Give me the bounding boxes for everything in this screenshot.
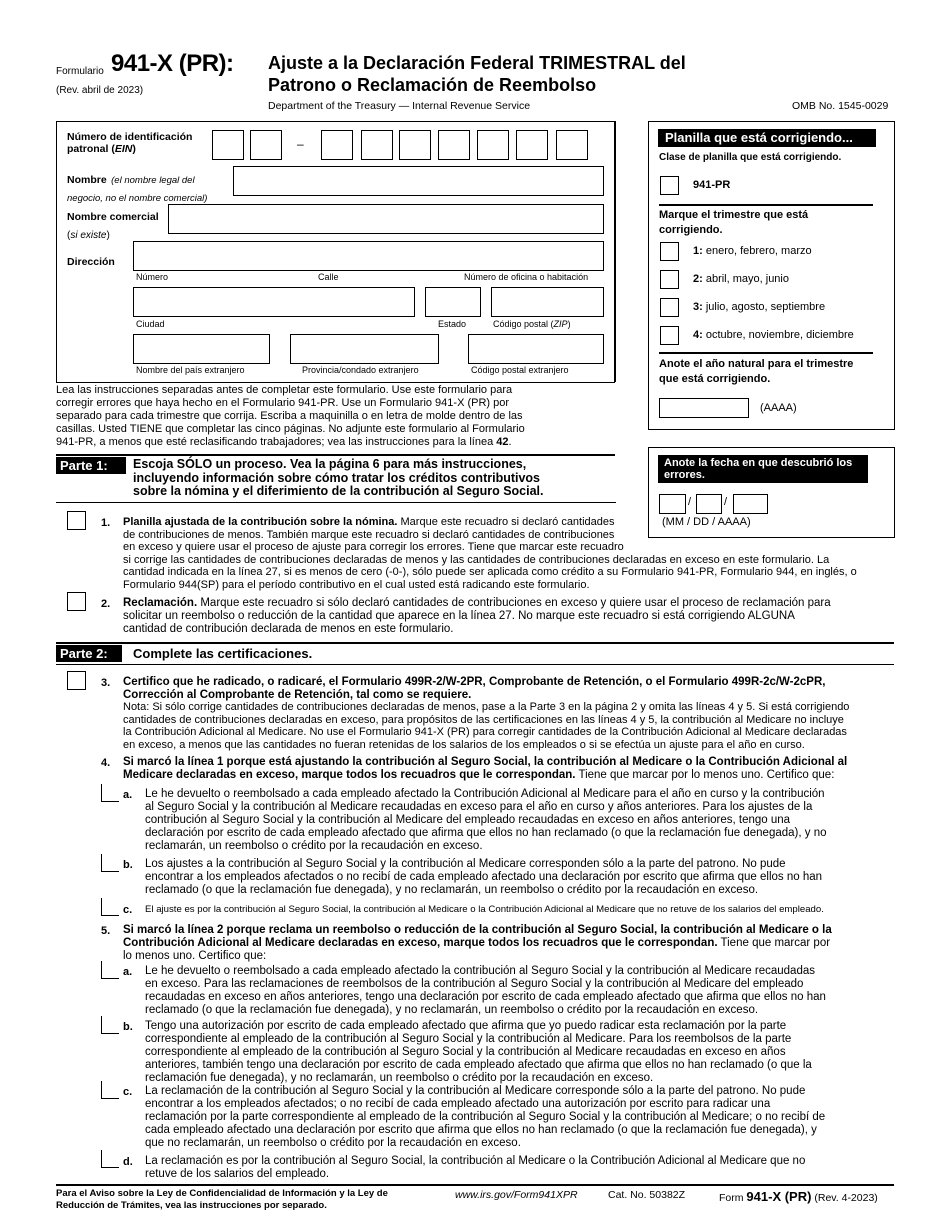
clase-label: Clase de planilla que está corrigiendo. <box>659 152 842 163</box>
omb-number: OMB No. 1545-0029 <box>792 100 889 112</box>
line5-rest: Tiene que marcar por <box>717 937 831 949</box>
date-dd-field[interactable] <box>696 494 722 514</box>
trade-name-label <box>67 207 159 243</box>
instructions-line5 <box>56 436 636 449</box>
zip-field[interactable] <box>491 287 604 317</box>
ein-dash: – <box>297 137 304 151</box>
part1-title-line1: Escoja SÓLO un proceso. Vea la página 6 para más instrucciones, <box>133 457 527 471</box>
line5a-l2: en exceso. Para las reclamaciones de reembolsos de la contribución al Seguro Social y la contribución al Medicare del empleado <box>145 978 804 990</box>
line5d-letter: d. <box>123 1156 133 1168</box>
legal-name-label <box>67 170 232 206</box>
line4a-l5: reclamarán, un reembolso o crédito por la recaudación en exceso. <box>145 840 483 852</box>
checkbox-q2[interactable] <box>660 270 679 289</box>
revision-date: (Rev. abril de 2023) <box>56 85 144 96</box>
checkbox-line5b[interactable] <box>101 1016 119 1034</box>
date-slash-2: / <box>724 496 728 508</box>
line2-l3: cantidad de contribución declarada de menos en este formulario. <box>123 623 454 635</box>
line5b-l1: Tengo una autorización por escrito de cada empleado afectado que afirma que yo puedo radicar esta reclamación por la parte <box>145 1020 787 1032</box>
line5c-text <box>145 1085 895 1150</box>
footer-form <box>719 1189 878 1204</box>
footer-form-word: Form <box>719 1192 744 1204</box>
checkbox-line2[interactable] <box>67 592 86 611</box>
q2-num: 2: <box>693 273 703 285</box>
state-field[interactable] <box>425 287 481 317</box>
line4-heading <box>123 756 903 781</box>
ein-digit-8[interactable] <box>516 130 548 160</box>
line1-number: 1. <box>101 517 111 529</box>
ein-label-text2: patronal ( <box>67 143 115 155</box>
zip-caption-text: Código postal ( <box>493 319 554 329</box>
line1-l3: en exceso y quiere usar el proceso de ajuste para corregir los errores. Tiene que marcar este recuadro <box>123 541 624 554</box>
ein-digit-6[interactable] <box>438 130 470 160</box>
form-number: 941-X (PR): <box>111 50 234 77</box>
ein-digit-2[interactable] <box>250 130 282 160</box>
line5-bold1: Si marcó la línea 2 porque reclama un reembolso o reducción de la contribución al Seguro Social, la contribución al Medicare o la <box>123 924 832 936</box>
trade-name-field[interactable] <box>168 204 604 234</box>
calle-caption: Calle <box>318 272 339 282</box>
q4-num: 4: <box>693 329 703 341</box>
checkbox-line4a[interactable] <box>101 784 119 802</box>
line5b-letter: b. <box>123 1021 133 1033</box>
part1-bottom-rule <box>56 502 616 503</box>
instructions-line1: Lea las instrucciones separadas antes de completar este formulario. Use este formulario para <box>56 384 513 396</box>
checkbox-q3[interactable] <box>660 298 679 317</box>
checkbox-line1[interactable] <box>67 511 86 530</box>
line3-bold2: Corrección al Comprobante de Retención, tal como se requiere. <box>123 688 472 701</box>
line5b-l2: correspondiente al empleado de la contribución al Seguro Social y la contribución al Medicare. Para los reembolsos de la parte <box>145 1033 792 1045</box>
side-divider-1 <box>659 204 873 206</box>
line5d-text <box>145 1155 895 1181</box>
trade-sub-it: si existe <box>70 230 107 241</box>
date-format-caption: (MM / DD / AAAA) <box>662 516 751 528</box>
line1-l2: de contribuciones de menos. También marque este recuadro si declaró cantidades de contribuciones <box>123 528 615 541</box>
line5c-l1: La reclamación de la contribución al Seguro Social y la contribución al Medicare corresponde sólo a la parte del patrono. No pude <box>145 1085 806 1097</box>
privacy-line2: Reducción de Trámites, vea las instrucciones por separado. <box>56 1200 327 1211</box>
line5-bold2: Contribución Adicional al Medicare declaradas en exceso, marque todos los recuadros que le correspondan. <box>123 937 718 949</box>
privacy-line1: Para el Aviso sobre la Ley de Confidencialidad de Información y la Ley de <box>56 1188 388 1199</box>
city-field[interactable] <box>133 287 415 317</box>
ein-digit-5[interactable] <box>399 130 431 160</box>
ein-digit-1[interactable] <box>212 130 244 160</box>
aaaa-caption: (AAAA) <box>760 402 797 414</box>
q1-num: 1: <box>693 245 703 257</box>
line2-text <box>123 597 903 636</box>
line3-l2: cantidades de contribuciones declaradas en exceso, para propósitos de las certificaciones en las líneas 4 y 5, la contribución al Medicare no incluye <box>123 713 844 726</box>
oficina-caption: Número de oficina o habitación <box>464 272 589 282</box>
checkbox-q4[interactable] <box>660 326 679 345</box>
line2-number: 2. <box>101 598 111 610</box>
line1-text <box>123 516 903 592</box>
planilla-title: Planilla que está corrigiendo... <box>658 129 876 147</box>
footer-rule <box>56 1184 894 1186</box>
part2-top-rule <box>56 642 894 644</box>
postal-ext-caption: Código postal extranjero <box>471 365 569 375</box>
checkbox-line5c[interactable] <box>101 1081 119 1099</box>
ein-label-text: Número de identificación <box>67 131 193 143</box>
line4-bold1: Si marcó la línea 1 porque está ajustando la contribución al Seguro Social, la contribución al Medicare o la Contribución Adicional al <box>123 756 848 768</box>
date-slash-1: / <box>688 496 692 508</box>
provincia-caption: Provincia/condado extranjero <box>302 365 419 375</box>
year-field[interactable] <box>659 398 749 418</box>
line5c-l3: reclamación por la parte correspondiente al empleado de la contribución al Seguro Social y la contribución al Medicare; o no recibí de <box>145 1111 826 1123</box>
line4-number: 4. <box>101 757 111 769</box>
fecha-title: Anote la fecha en que descubrió los errores. <box>658 455 868 483</box>
part1-title <box>133 458 544 499</box>
instructions-block <box>56 384 636 449</box>
line5c-l2: encontrar a los empleados afectados; o no recibí de cada empleado afectado una autorización por escrito para radicar una <box>145 1098 771 1110</box>
checkbox-line5a[interactable] <box>101 961 119 979</box>
line4a-l3: contribución al Seguro Social y la contribución al Medicare del empleado recaudadas en exceso en años anteriores, tengo una <box>145 814 791 826</box>
zip-caption-it: ZIP <box>553 319 568 329</box>
checkbox-line4c[interactable] <box>101 898 119 916</box>
zip-caption <box>493 319 571 329</box>
line5c-l5: que no reclamarán, un reembolso o crédito por la recaudación en exceso. <box>145 1137 521 1149</box>
q3-num: 3: <box>693 301 703 313</box>
line5c-letter: c. <box>123 1086 133 1098</box>
form-title-line1: Ajuste a la Declaración Federal TRIMESTRAL del <box>268 53 686 73</box>
line5a-l3: recaudadas en exceso en años anteriores, tengo una declaración por escrito de cada empleado afectado que afirma que ellos no han <box>145 991 826 1003</box>
trade-sub-close: ) <box>106 230 110 241</box>
ein-label <box>67 131 192 155</box>
legal-name-sub: (el nombre legal del negocio, no el nombre comercial) <box>67 175 208 204</box>
ein-digit-9[interactable] <box>556 130 588 160</box>
catalog-number: Cat. No. 50382Z <box>608 1189 686 1201</box>
line1-bold: Planilla ajustada de la contribución sobre la nómina. <box>123 516 398 528</box>
line4-rest: Tiene que marcar por lo menos uno. Certifico que: <box>575 768 835 781</box>
line5b-l5: reclamación fue denegada), y no reclamarán, un reembolso o crédito por la recaudación en exceso. <box>145 1072 654 1084</box>
line4c-text: El ajuste es por la contribución al Seguro Social, la contribución al Medicare o la Contribución Adicional al Medicare que no retuve de los salarios del empleado. <box>145 904 824 915</box>
trade-name-label-text: Nombre comercial <box>67 211 159 223</box>
line4a-letter: a. <box>123 789 133 801</box>
part2-tag: Parte 2: <box>56 645 122 662</box>
estado-caption: Estado <box>438 319 467 329</box>
ein-close: ) <box>132 143 136 155</box>
instructions-line4: casillas. Usted TIENE que completar las cinco páginas. No adjunte este formulario al Formulario <box>56 423 525 435</box>
instructions-line3: separado para cada trimestre que corrija. Escriba a maquinilla o en letra de molde dentro de las <box>56 410 523 422</box>
line3-l3: la Contribución Adicional al Medicare. No use el Formulario 941-X (PR) para corregir cantidades de la Contribución Adicional al Medicare declaradas <box>123 726 847 739</box>
ciudad-caption: Ciudad <box>136 319 165 329</box>
q1-text: enero, febrero, marzo <box>702 245 812 257</box>
line5b-l3: correspondiente al empleado de la contribución al Seguro Social y la contribución al Medicare recaudadas en exceso en años <box>145 1046 786 1058</box>
privacy-notice <box>56 1188 388 1212</box>
line1-l4: si corrige las cantidades de contribuciones declaradas de menos y las cantidades de contribuciones declaradas en exceso en este formulario. La <box>123 553 830 566</box>
line4c-letter: c. <box>123 904 133 916</box>
footer-form-number: 941-X (PR) <box>746 1189 812 1204</box>
line5d-l2: retuve de los salarios del empleado. <box>145 1168 330 1180</box>
line5a-text <box>145 965 895 1017</box>
line5b-text <box>145 1020 895 1085</box>
q4-text: octubre, noviembre, diciembre <box>702 329 854 341</box>
line5b-l4: anteriores, también tengo una declaración por escrito de cada empleado afectado que afirma que ellos no han reclamado (o que la <box>145 1059 812 1071</box>
line5d-l1: La reclamación es por la contribución al Seguro Social, la contribución al Medicare o la Contribución Adicional al Medicare que no <box>145 1155 806 1167</box>
trade-sub-open: ( <box>67 230 71 241</box>
pais-caption: Nombre del país extranjero <box>136 365 245 375</box>
marque-trimestre-label: Marque el trimestre que está corrigiendo. <box>659 209 809 236</box>
form-word: Formulario <box>56 66 104 77</box>
q4-label <box>693 329 854 341</box>
checkbox-line5d[interactable] <box>101 1150 119 1168</box>
foreign-postal-field[interactable] <box>468 334 604 364</box>
line4-bold2: Medicare declaradas en exceso, marque todos los recuadros que le correspondan. <box>123 768 576 781</box>
line1-l1: Marque este recuadro si declaró cantidades <box>397 516 615 528</box>
department-line: Department of the Treasury — Internal Revenue Service <box>268 100 531 112</box>
date-mm-field[interactable] <box>659 494 686 514</box>
instructions-line5-end: . <box>508 436 512 448</box>
line4b-l2: encontrar a los empleados afectados o no recibí de cada empleado afectado una declaración por escrito que afirma que ellos no han <box>145 871 823 883</box>
zip-caption-close: ) <box>567 319 571 329</box>
q3-label <box>693 301 825 313</box>
street-address-field[interactable] <box>133 241 604 271</box>
line2-l2: solicitar un reembolso o reducción de la cantidad que aparece en la línea 27. No marque este recuadro si está corrigiendo ALGUNA <box>123 610 795 622</box>
line4b-l1: Los ajustes a la contribución al Seguro Social y la contribución al Medicare corresponden sólo a la parte del patrono. No pude <box>145 858 786 870</box>
line5a-l1: Le he devuelto o reembolsado a cada empleado afectado la contribución al Seguro Social y la contribución al Medicare recaudadas <box>145 965 815 977</box>
employer-box-right-border <box>614 121 616 382</box>
line3-l1: Nota: Si sólo corrige cantidades de contribuciones declaradas de menos, pase a la Parte 3 en la página 2 y omita las líneas 4 y 5. Si está corrigiendo <box>123 701 850 714</box>
foreign-province-field[interactable] <box>290 334 439 364</box>
line5-l3: lo menos uno. Certifico que: <box>123 950 267 962</box>
line3-text <box>123 676 903 752</box>
line5a-letter: a. <box>123 966 133 978</box>
line1-l5: cantidad indicada en la línea 27, si es menos de cero (-0-), sólo puede ser aplicada como crédito a su Formulario 941-PR, Formulario 944, en inglés, o <box>123 566 857 579</box>
line3-number: 3. <box>101 677 111 689</box>
checkbox-q1[interactable] <box>660 242 679 261</box>
part2-bottom-rule <box>56 664 894 665</box>
line3-l4: en exceso, a menos que las cantidades no fueran retenidas de los salarios de los empleados o si se efectúa un ajuste para el año en curso. <box>123 738 805 751</box>
ein-digit-7[interactable] <box>477 130 509 160</box>
form-title-line2: Patrono o Reclamación de Reembolso <box>268 75 597 95</box>
option-941pr-label: 941-PR <box>693 179 731 191</box>
part2-title: Complete las certificaciones. <box>133 646 313 661</box>
legal-name-label-text: Nombre <box>67 174 107 186</box>
part1-tag: Parte 1: <box>56 457 126 474</box>
line4a-l2: al Seguro Social y la contribución al Medicare recaudadas en exceso para el año en curso y años anteriores. Para los ajustes de la <box>145 801 813 813</box>
q1-label <box>693 245 812 257</box>
line5-number: 5. <box>101 925 111 937</box>
line4a-l4: declaración por escrito de cada empleado afectado que afirma que ellos no han reclamado (o que la reclamación fue denegada), y no <box>145 827 827 839</box>
line5-heading <box>123 924 898 963</box>
line4b-text <box>145 858 895 897</box>
ein-digit-4[interactable] <box>361 130 393 160</box>
ein-abbr: EIN <box>114 143 133 155</box>
instructions-line2: corregir errores que haya hecho en el Formulario 941-PR. Use un Formulario 941-X (PR) por <box>56 397 510 409</box>
q2-label <box>693 273 789 285</box>
part1-top-rule <box>56 454 615 456</box>
numero-caption: Número <box>136 272 169 282</box>
ein-digit-3[interactable] <box>321 130 353 160</box>
checkbox-line3[interactable] <box>67 671 86 690</box>
line5c-l4: cada empleado afectado una declaración por escrito que afirma que ellos no han reclamado (o que la reclamación fue denegada), y <box>145 1124 817 1136</box>
part1-title-line3: sobre la nómina y el diferimiento de la contribución al Seguro Social. <box>133 484 544 498</box>
checkbox-941pr[interactable] <box>660 176 679 195</box>
line4a-text <box>145 788 895 853</box>
address-label: Dirección <box>67 256 115 268</box>
line4a-l1: Le he devuelto o reembolsado a cada empleado afectado la Contribución Adicional al Medicare para el año en curso y la contribución <box>145 788 825 800</box>
q2-text: abril, mayo, junio <box>702 273 789 285</box>
line2-bold: Reclamación. <box>123 597 198 609</box>
footer-url: www.irs.gov/Form941XPR <box>455 1189 578 1201</box>
side-divider-2 <box>659 352 873 354</box>
line3-bold1: Certifico que he radicado, o radicaré, el Formulario 499R-2/W-2PR, Comprobante de Retención, o el Formulario 499R-2c/W-2cPR, <box>123 676 826 688</box>
line4b-letter: b. <box>123 859 133 871</box>
instructions-line5-ref: 42 <box>496 436 509 448</box>
foreign-country-field[interactable] <box>133 334 270 364</box>
line5a-l4: reclamado (o que la reclamación fue denegada), y no reclamarán, un reembolso o crédito por la recaudación en exceso. <box>145 1004 759 1016</box>
q3-text: julio, agosto, septiembre <box>702 301 826 313</box>
part1-title-line2: incluyendo información sobre cómo tratar los créditos contributivos <box>133 470 541 485</box>
legal-name-field[interactable] <box>233 166 604 196</box>
line4b-l3: reclamado (o que la reclamación fue denegada), y no reclamarán, un reembolso o crédito por la recaudación en exceso. <box>145 884 759 896</box>
line2-l1: Marque este recuadro si sólo declaró cantidades de contribuciones en exceso y quiere usar el proceso de reclamación para <box>197 597 831 609</box>
instructions-line5-text: 941-PR, a menos que esté reclasificando trabajadores; vea las instrucciones para la línea <box>56 436 497 448</box>
checkbox-line4b[interactable] <box>101 854 119 872</box>
line1-l6: Formulario 944(SP) para el período contributivo en el cual usted está radicando este formulario. <box>123 578 590 591</box>
date-yyyy-field[interactable] <box>733 494 768 514</box>
footer-revision: (Rev. 4-2023) <box>814 1192 878 1204</box>
anote-ano-label: Anote el año natural para el trimestre que está corrigiendo. <box>659 358 854 385</box>
